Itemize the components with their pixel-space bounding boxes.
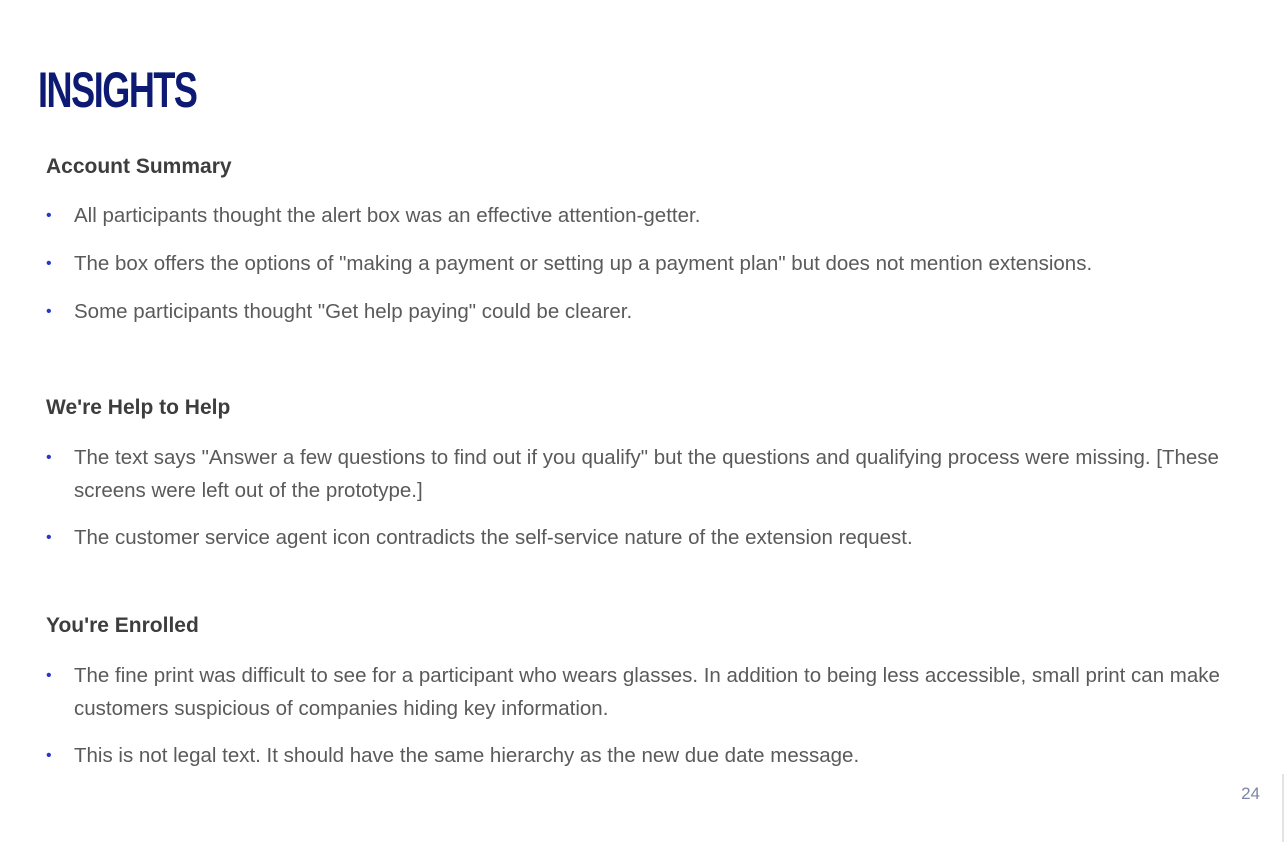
section-account-summary: [46, 154, 1276, 343]
bullet-text: The fine print was difficult to see for a participant who wears glasses. In addition to being less accessible, small print can make customers suspicious of companies hiding key information.: [74, 664, 1220, 720]
list-item: [46, 295, 1276, 328]
bullet-text: All participants thought the alert box was an effective attention-getter.: [74, 204, 701, 227]
list-item: [46, 739, 1276, 772]
bullet-text: The box offers the options of "making a payment or setting up a payment plan" but does not mention extensions.: [74, 252, 1093, 275]
list-item: [46, 247, 1276, 280]
section-heading: You're Enrolled: [46, 614, 199, 637]
bullet-list: [46, 659, 1276, 772]
bullet-text: This is not legal text. It should have the same hierarchy as the new due date message.: [74, 744, 860, 767]
list-item: [46, 441, 1276, 507]
bullet-dot-icon: •: [46, 747, 52, 764]
bullet-dot-icon: •: [46, 303, 52, 320]
section-youre-enrolled: [46, 613, 1276, 786]
bullet-dot-icon: •: [46, 255, 52, 272]
section-help-to-help: [46, 395, 1276, 568]
bullet-text: Some participants thought "Get help paying" could be clearer.: [74, 300, 633, 323]
section-heading: Account Summary: [46, 155, 232, 178]
bullet-dot-icon: •: [46, 667, 52, 684]
page-number: 24: [1241, 784, 1260, 803]
bullet-text: The customer service agent icon contradicts the self-service nature of the extension request.: [74, 526, 913, 549]
bullet-dot-icon: •: [46, 529, 52, 546]
bullet-dot-icon: •: [46, 207, 52, 224]
page-title: INSIGHTS: [38, 62, 197, 118]
list-item: [46, 521, 1276, 554]
list-item: [46, 659, 1276, 725]
bullet-dot-icon: •: [46, 449, 52, 466]
bullet-list: [46, 441, 1276, 554]
list-item: [46, 199, 1276, 232]
bullet-list: [46, 199, 1276, 328]
section-heading: We're Help to Help: [46, 396, 231, 419]
bullet-text: The text says "Answer a few questions to find out if you qualify" but the questions and qualifying process were missing. [These screens were left out of the prototype.]: [74, 446, 1219, 502]
